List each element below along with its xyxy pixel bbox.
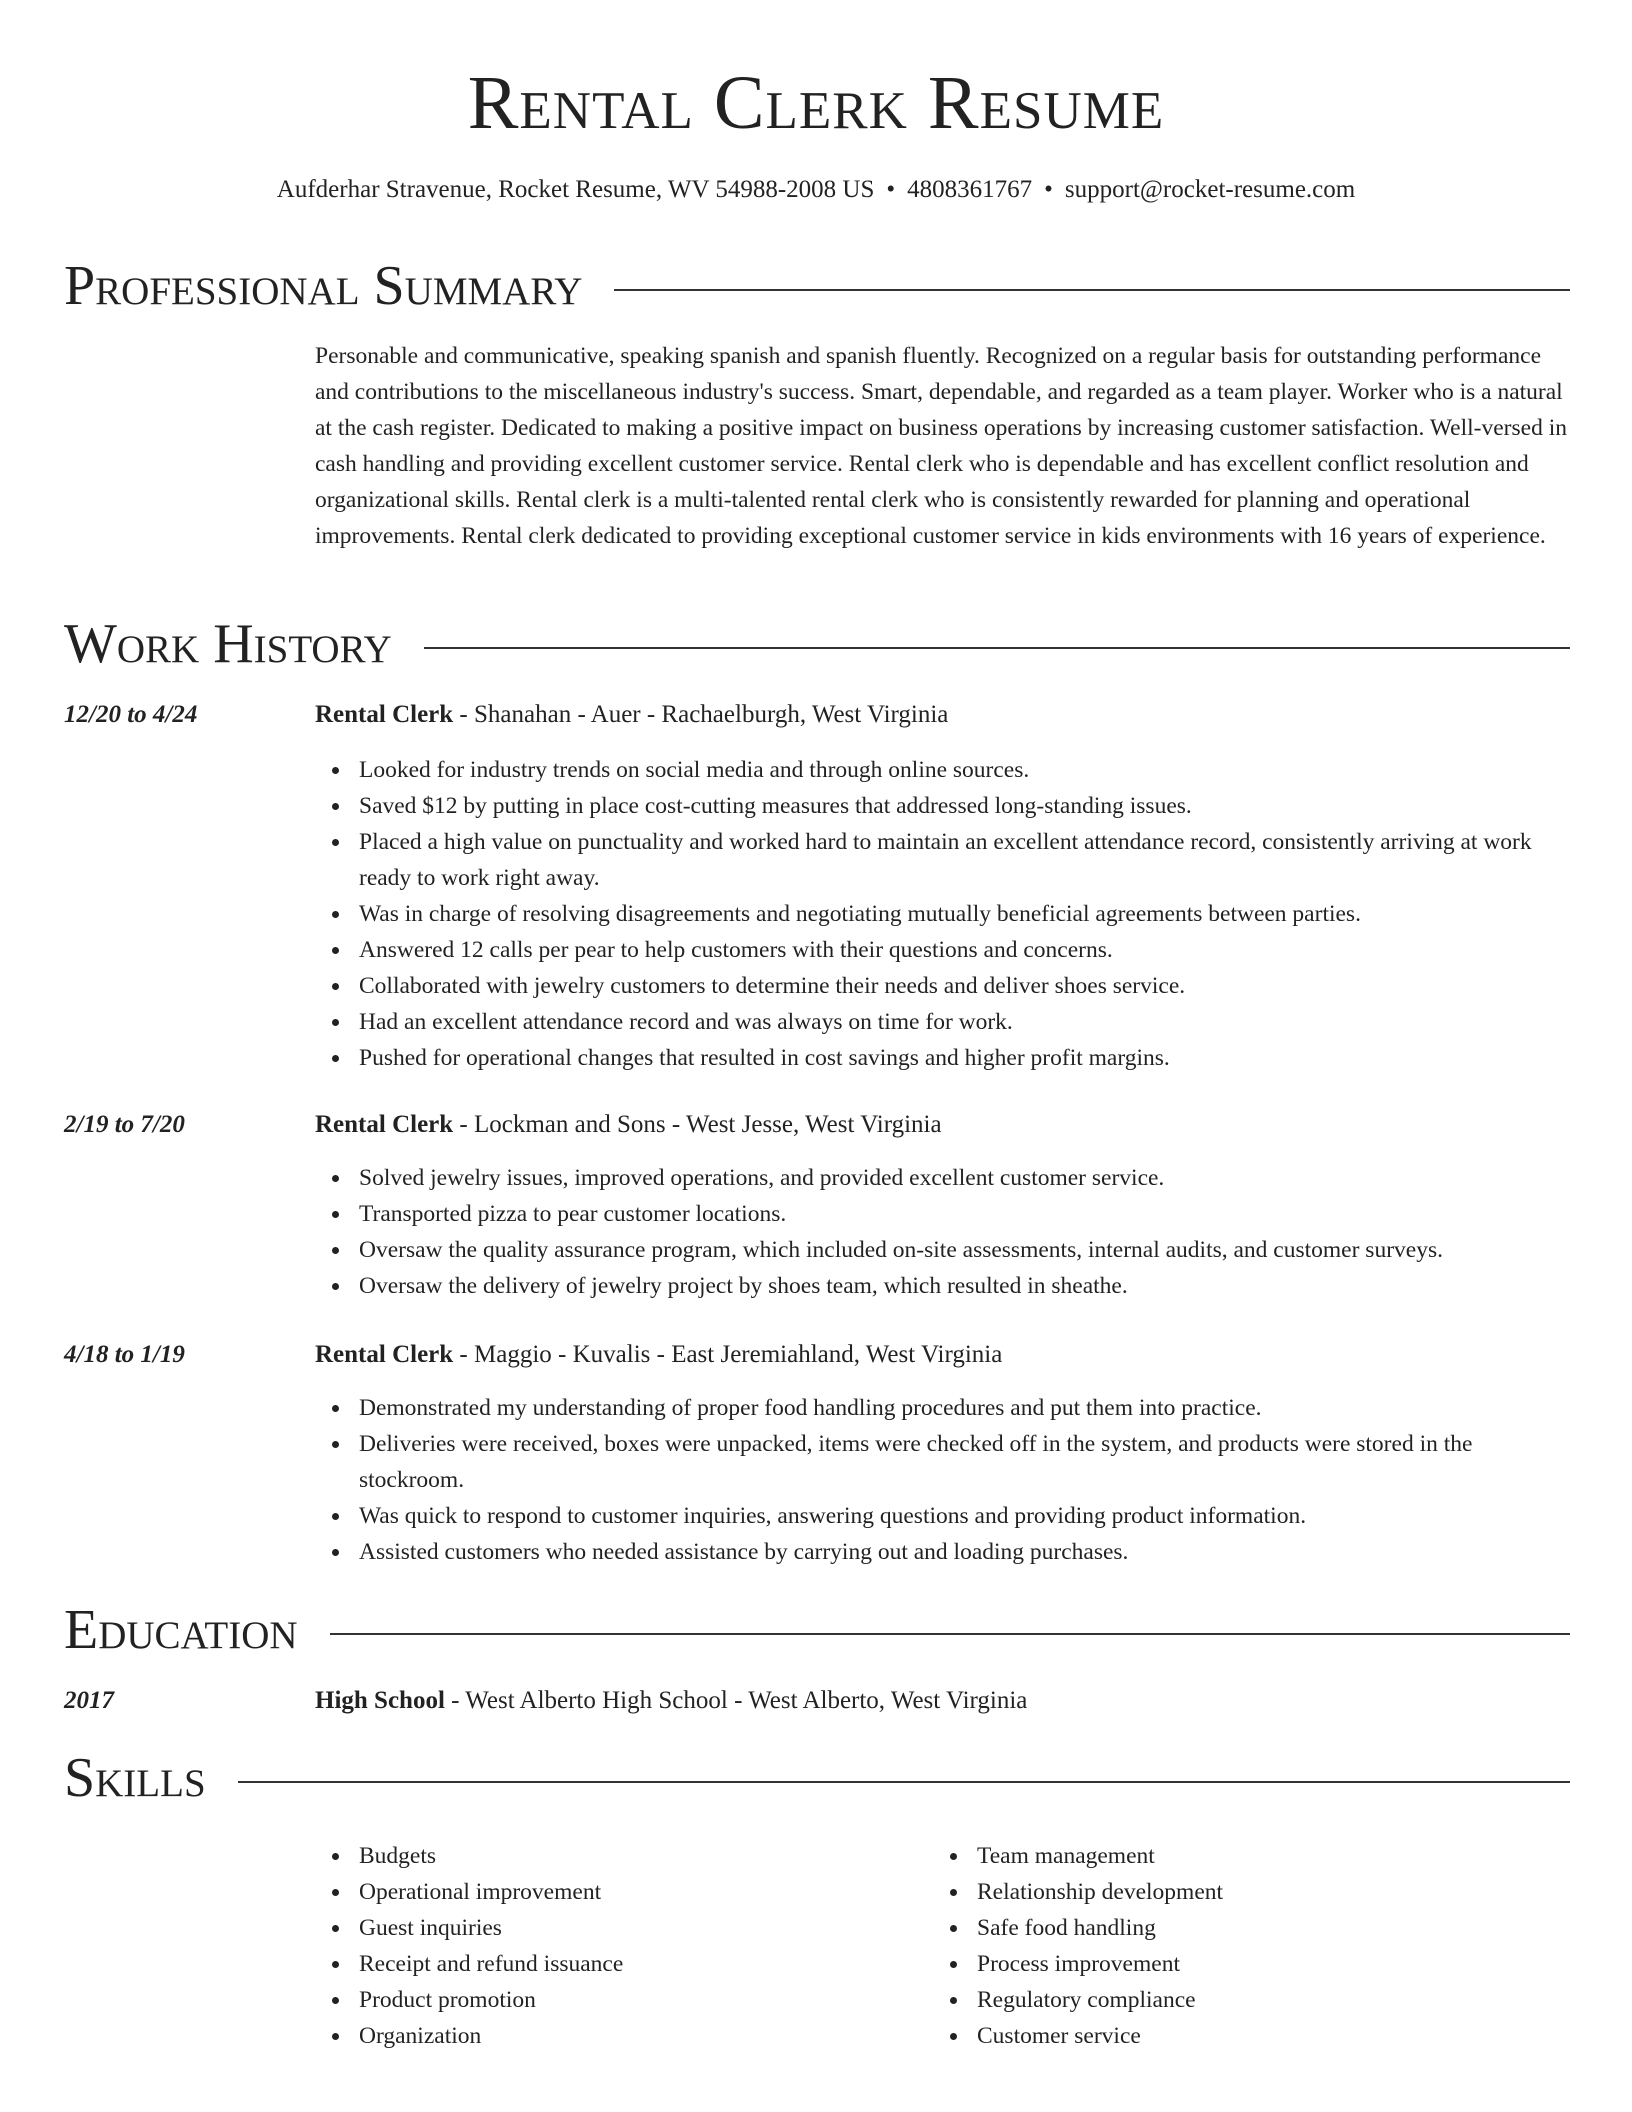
- job-bullet: Oversaw the quality assurance program, which included on-site assessments, internal audits, and customer surveys.: [359, 1232, 1571, 1268]
- job-details: - Maggio - Kuvalis - East Jeremiahland, West Virginia: [453, 1341, 1003, 1368]
- work-section-header: [64, 614, 1570, 674]
- job-title: Rental Clerk: [315, 1111, 454, 1138]
- job-bullet: Oversaw the delivery of jewelry project by shoes team, which resulted in sheathe.: [359, 1268, 1571, 1304]
- skills-column-right: [933, 1838, 1493, 2054]
- work-heading: Work History: [64, 613, 392, 675]
- skill-item: Receipt and refund issuance: [359, 1946, 875, 1982]
- contact-separator: •: [886, 176, 896, 203]
- job-dates: 4/18 to 1/19: [64, 1341, 185, 1368]
- job-bullet: Answered 12 calls per pear to help customers with their questions and concerns.: [359, 932, 1571, 968]
- job-bullet: Assisted customers who needed assistance by carrying out and loading purchases.: [359, 1534, 1571, 1570]
- skill-item: Regulatory compliance: [977, 1982, 1493, 2018]
- job-details: - Shanahan - Auer - Rachaelburgh, West Virginia: [453, 701, 949, 728]
- contact-line: [0, 174, 1632, 206]
- skill-item: Organization: [359, 2018, 875, 2054]
- education-details: - West Alberto High School - West Alberto, West Virginia: [444, 1687, 1028, 1714]
- section-divider: [614, 289, 1570, 291]
- summary-heading: Professional Summary: [64, 255, 583, 317]
- job-bullets: [315, 1160, 1571, 1304]
- skill-item: Budgets: [359, 1838, 875, 1874]
- job-bullet: Pushed for operational changes that resulted in cost savings and higher profit margins.: [359, 1040, 1571, 1076]
- job-bullets: [315, 1390, 1571, 1570]
- summary-section-header: [64, 256, 1570, 316]
- job-dates: 2/19 to 7/20: [64, 1111, 185, 1138]
- job-bullet: Solved jewelry issues, improved operations, and provided excellent customer service.: [359, 1160, 1571, 1196]
- skills-heading: Skills: [64, 1747, 206, 1809]
- job-details: - Lockman and Sons - West Jesse, West Virginia: [453, 1111, 942, 1138]
- contact-phone: 4808361767: [907, 176, 1033, 203]
- skill-item: Safe food handling: [977, 1910, 1493, 1946]
- job-title: Rental Clerk: [315, 701, 454, 728]
- resume-title: Rental Clerk Resume: [467, 61, 1165, 145]
- contact-email: support@rocket-resume.com: [1064, 176, 1356, 203]
- skill-item: Customer service: [977, 2018, 1493, 2054]
- job-role: [315, 698, 948, 732]
- section-divider: [238, 1781, 1570, 1783]
- skill-item: Process improvement: [977, 1946, 1493, 1982]
- job-bullets: [315, 752, 1571, 1076]
- job-dates: 12/20 to 4/24: [64, 701, 198, 728]
- summary-text: Personable and communicative, speaking spanish and spanish fluently. Recognized on a regular basis for outstanding performance and contributions to the miscellaneous industry's success. Smart, dependable, and regarded as a team player. Worker who is a natural at the cash register. Dedicated to making a positive impact on business operations by increasing customer satisfaction. Well-versed in cash handling and providing excellent customer service. Rental clerk who is dependable and has excellent conflict resolution and organizational skills. Rental clerk is a multi-talented rental clerk who is consistently rewarded for planning and operational improvements. Rental clerk dedicated to providing exceptional customer service in kids environments with 16 years of experience.: [315, 343, 1567, 549]
- job-role: [315, 1338, 1002, 1372]
- section-divider: [424, 647, 1570, 649]
- job-bullet: Had an excellent attendance record and was always on time for work.: [359, 1004, 1571, 1040]
- skills-column-left: [315, 1838, 875, 2054]
- job-role: [315, 1108, 942, 1142]
- job-bullet: Saved $12 by putting in place cost-cutting measures that addressed long-standing issues.: [359, 788, 1571, 824]
- job-bullet: Collaborated with jewelry customers to determine their needs and deliver shoes service.: [359, 968, 1571, 1004]
- job-title: Rental Clerk: [315, 1341, 454, 1368]
- job-bullet: Demonstrated my understanding of proper food handling procedures and put them into practice.: [359, 1390, 1571, 1426]
- skill-item: Product promotion: [359, 1982, 875, 2018]
- education-heading: Education: [64, 1599, 298, 1661]
- contact-address: Aufderhar Stravenue, Rocket Resume, WV 54988-2008 US: [276, 176, 875, 203]
- job-bullet: Deliveries were received, boxes were unpacked, items were checked off in the system, and products were stored in the stockroom.: [359, 1426, 1571, 1498]
- skill-item: Relationship development: [977, 1874, 1493, 1910]
- skill-item: Team management: [977, 1838, 1493, 1874]
- skills-section-header: [64, 1748, 1570, 1808]
- job-bullet: Transported pizza to pear customer locations.: [359, 1196, 1571, 1232]
- education-line: [315, 1684, 1027, 1718]
- education-degree: High School: [315, 1687, 445, 1714]
- job-bullet: Looked for industry trends on social media and through online sources.: [359, 752, 1571, 788]
- skill-item: Guest inquiries: [359, 1910, 875, 1946]
- education-section-header: [64, 1600, 1570, 1660]
- job-bullet: Was quick to respond to customer inquiries, answering questions and providing product information.: [359, 1498, 1571, 1534]
- skill-item: Operational improvement: [359, 1874, 875, 1910]
- job-bullet: Placed a high value on punctuality and worked hard to maintain an excellent attendance record, consistently arriving at work ready to work right away.: [359, 824, 1571, 896]
- job-bullet: Was in charge of resolving disagreements and negotiating mutually beneficial agreements between parties.: [359, 896, 1571, 932]
- section-divider: [330, 1633, 1570, 1635]
- contact-separator: •: [1044, 176, 1053, 203]
- education-year: 2017: [64, 1687, 114, 1714]
